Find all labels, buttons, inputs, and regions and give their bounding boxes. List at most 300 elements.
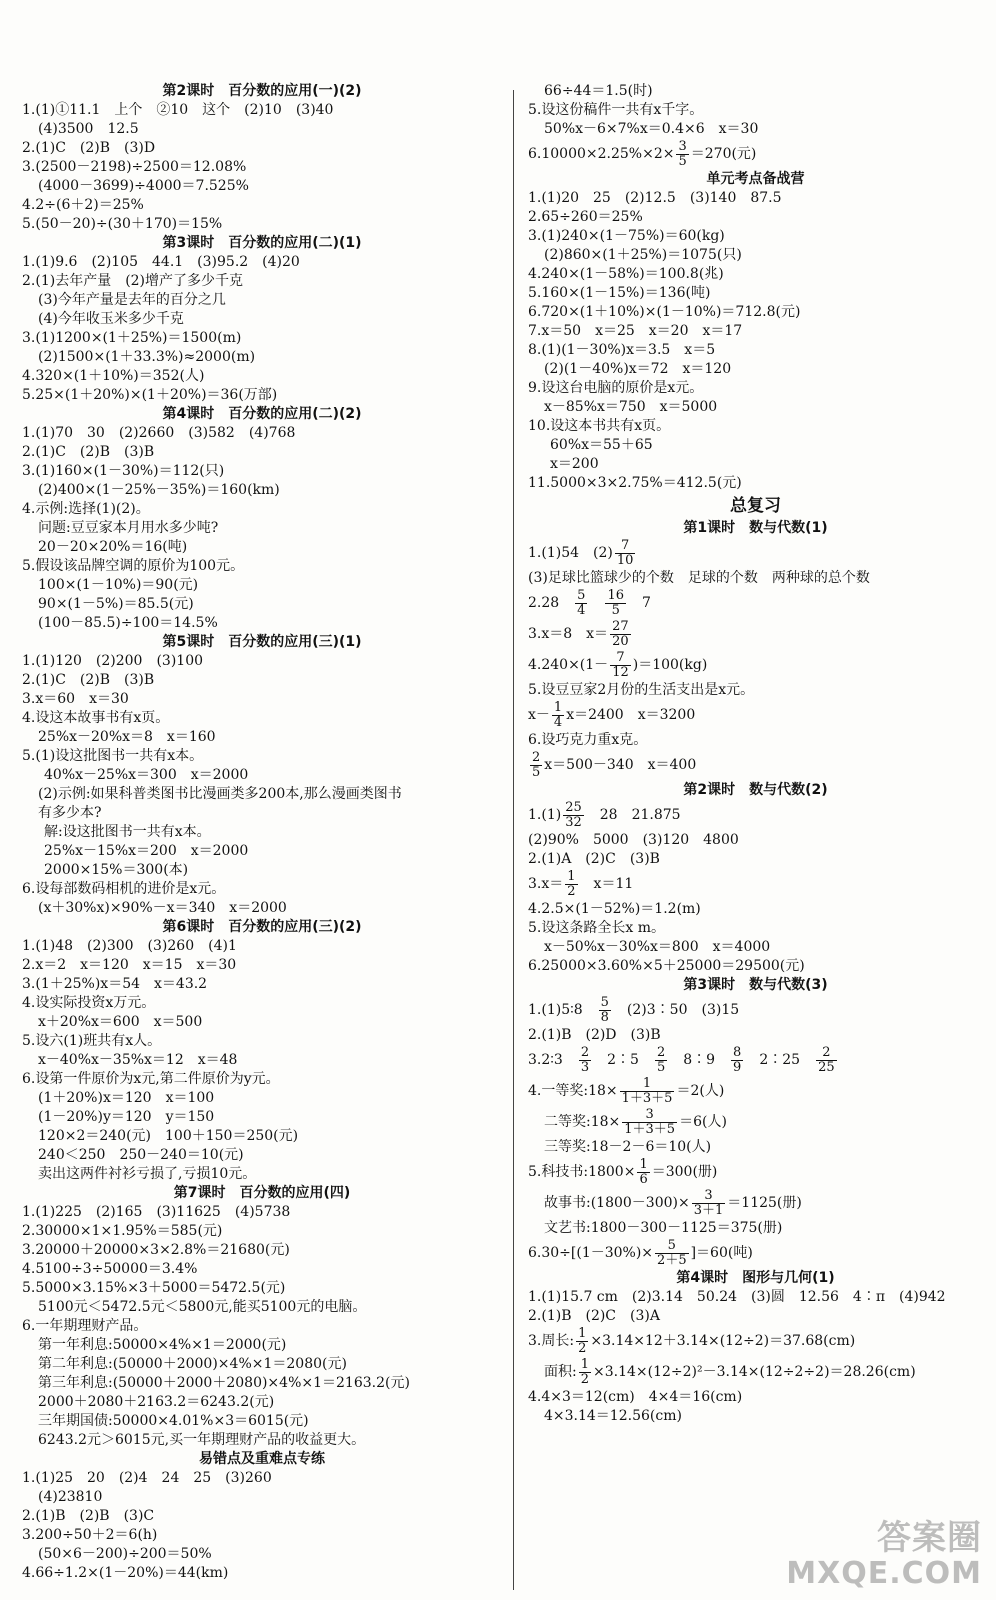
answer-text: 8∶9 <box>669 1052 730 1068</box>
fraction <box>576 1327 588 1356</box>
answer-line <box>22 861 502 880</box>
answer-line <box>528 120 983 139</box>
fraction <box>655 1239 689 1268</box>
answer-line <box>22 1108 502 1127</box>
answer-text: 1.(1)70 30 (2)2660 (3)582 (4)768 <box>22 425 296 441</box>
answer-text: ＝300(册) <box>651 1164 718 1180</box>
answer-line <box>528 650 983 681</box>
answer-text: 1.(1)54 (2) <box>528 545 613 561</box>
answer-line <box>528 82 983 101</box>
answer-line <box>528 227 983 246</box>
answer-line <box>22 1488 502 1507</box>
answer-text: 1.(1)48 (2)300 (3)260 (4)1 <box>22 938 237 954</box>
answer-line <box>528 246 983 265</box>
answer-line <box>528 1288 983 1307</box>
answer-text: x＝500－340 x＝400 <box>544 757 697 773</box>
fraction-numerator: 1 <box>639 1156 648 1172</box>
fraction-denominator: 1＋3＋5 <box>621 1090 673 1106</box>
answer-line <box>22 386 502 405</box>
answer-text: 2∶5 <box>593 1052 653 1068</box>
answer-text: 4.240×(1－58%)＝100.8(兆) <box>528 266 724 282</box>
answer-text: x－ <box>528 707 550 723</box>
answer-text: 6.设第一件原价为x元,第二件原价为y元。 <box>22 1071 280 1087</box>
answer-line <box>528 1138 983 1157</box>
answer-line <box>22 1051 502 1070</box>
answer-text: 7.x＝50 x＝25 x＝20 x＝17 <box>528 323 743 339</box>
answer-text: 6.一年期理财产品。 <box>22 1318 148 1334</box>
fraction-denominator: 9 <box>733 1059 742 1075</box>
answer-line <box>22 424 502 443</box>
answer-line <box>528 265 983 284</box>
answer-text: ]＝60(吨) <box>690 1245 753 1261</box>
section-heading <box>528 976 983 995</box>
answer-text: 三年期国债:50000×4.01%×3＝6015(元) <box>38 1413 309 1429</box>
answer-text: x－50%x－30%x＝800 x＝4000 <box>544 939 771 955</box>
fraction-denominator: 3 <box>580 1059 590 1075</box>
answer-text: 第2课时 数与代数(2) <box>683 782 828 798</box>
answer-text: 4.设这本故事书有x页。 <box>22 710 170 726</box>
fraction <box>622 1108 677 1137</box>
fraction <box>579 1046 591 1075</box>
fraction <box>565 870 577 899</box>
answer-text: 6.设每部数码相机的进价是x元。 <box>22 881 226 897</box>
answer-text: 4.240×(1－ <box>528 657 609 673</box>
answer-text: 第4课时 图形与几何(1) <box>676 1270 835 1286</box>
answer-text: 第2课时 百分数的应用(一)(2) <box>162 83 362 99</box>
answer-line <box>22 500 502 519</box>
answer-text: 5.(50－20)÷(30＋170)＝15% <box>22 216 223 232</box>
section-heading <box>528 781 983 800</box>
answer-text: (2)860×(1＋25%)＝1075(只) <box>544 247 742 263</box>
section-heading <box>22 234 502 253</box>
answer-text: x－40%x－35%x＝12 x＝48 <box>38 1052 238 1068</box>
answer-text: 有多少本? <box>38 805 102 821</box>
fraction <box>731 1046 743 1075</box>
section-heading <box>22 82 502 101</box>
answer-line <box>528 139 983 170</box>
answer-text: x＝11 <box>579 876 634 892</box>
answer-line <box>528 938 983 957</box>
answer-line <box>22 842 502 861</box>
answer-text: 5100元＜5472.5元＜5800元,能买5100元的电脑。 <box>38 1299 367 1315</box>
answer-text: 2∶25 <box>745 1052 815 1068</box>
answer-line <box>22 709 502 728</box>
answer-text: 11.5000×3×2.75%＝412.5(元) <box>528 475 742 491</box>
fraction-numerator: 1 <box>620 1077 675 1092</box>
answer-line <box>528 1407 983 1426</box>
section-heading <box>528 170 983 189</box>
answer-text: )＝100(kg) <box>632 657 708 673</box>
answer-line <box>528 284 983 303</box>
answer-line <box>528 919 983 938</box>
answer-text: (100－85.5)÷100＝14.5% <box>38 615 218 631</box>
answer-line <box>528 869 983 900</box>
answer-text: 20－20×20%＝16(吨) <box>38 539 188 555</box>
watermark-line1: 答案圈 <box>877 1518 982 1558</box>
fraction <box>610 651 631 680</box>
answer-text: 2.(1)B (2)B (3)C <box>22 1508 155 1524</box>
answer-text: 易错点及重难点专练 <box>199 1451 325 1467</box>
answer-line <box>528 398 983 417</box>
fraction-numerator: 5 <box>577 587 586 603</box>
answer-text: x＋20%x＝600 x＝500 <box>38 1014 203 1030</box>
fraction-numerator: 3 <box>692 1189 726 1204</box>
answer-line <box>22 937 502 956</box>
answer-line <box>22 177 502 196</box>
answer-text: 6.30÷[(1－30%)× <box>528 1245 654 1261</box>
answer-text: 4.5100÷3÷50000＝3.4% <box>22 1261 198 1277</box>
answer-text: (2)3∶50 (3)15 <box>612 1002 740 1018</box>
answer-text: (4)23810 <box>38 1489 103 1505</box>
answer-text: 面积: <box>544 1364 577 1380</box>
answer-text: (2)400×(1－25%－35%)＝160(km) <box>38 482 280 498</box>
answer-text: (1＋20%)x＝120 x＝100 <box>38 1090 215 1106</box>
answer-text: 90×(1－5%)＝85.5(元) <box>38 596 194 612</box>
answer-line <box>528 379 983 398</box>
answer-text: 100×(1－10%)＝90(元) <box>38 577 199 593</box>
answer-text: 卖出这两件衬衫亏损了,亏损10元。 <box>38 1166 257 1182</box>
fraction-denominator: 8 <box>600 1009 609 1025</box>
answer-line <box>22 690 502 709</box>
answer-line <box>528 1326 983 1357</box>
answer-line <box>22 1165 502 1184</box>
answer-line <box>22 1070 502 1089</box>
answer-text: ＝6(人) <box>679 1114 727 1130</box>
answer-line <box>528 538 983 569</box>
answer-line <box>22 158 502 177</box>
answer-text: 第一年利息:50000×4%×1＝2000(元) <box>38 1337 287 1353</box>
answer-line <box>22 272 502 291</box>
answer-text: 50%x－6×7%x＝0.4×6 x＝30 <box>544 121 759 137</box>
fraction-numerator: 1 <box>578 1325 587 1341</box>
fraction-denominator: 2＋5 <box>657 1252 687 1268</box>
answer-line <box>22 576 502 595</box>
answer-line <box>528 831 983 850</box>
answer-line <box>528 360 983 379</box>
fraction-numerator: 2 <box>656 1044 666 1060</box>
answer-line <box>22 766 502 785</box>
answer-text: 1.(1)①11.1 上个 ②10 这个 (2)10 (3)40 <box>22 102 334 118</box>
answer-line <box>22 614 502 633</box>
answer-text: 文艺书:1800－300－1125＝375(册) <box>544 1220 783 1236</box>
answer-text: 25%x－15%x＝200 x＝2000 <box>44 843 249 859</box>
answer-text: 4×3.14＝12.56(cm) <box>544 1408 682 1424</box>
answer-text: (4)今年收玉米多少千克 <box>38 311 184 327</box>
answer-line <box>22 747 502 766</box>
answer-text: (4)3500 12.5 <box>38 121 139 137</box>
answer-line <box>22 443 502 462</box>
answer-text: x＝200 <box>550 456 599 472</box>
answer-text: 第二年利息:(50000＋2000)×4%×1＝2080(元) <box>38 1356 347 1372</box>
fraction-numerator: 2 <box>532 749 541 765</box>
answer-text: x＝2400 x＝3200 <box>566 707 696 723</box>
answer-line <box>528 700 983 731</box>
answer-line <box>528 1388 983 1407</box>
answer-text: 6.720×(1＋10%)×(1－10%)＝712.8(元) <box>528 304 801 320</box>
fraction <box>552 701 564 730</box>
section-heading <box>22 1450 502 1469</box>
answer-line <box>22 519 502 538</box>
fraction-denominator: 4 <box>553 714 563 730</box>
answer-line <box>528 681 983 700</box>
answer-text: 8.(1)(1－30%)x＝3.5 x＝5 <box>528 342 716 358</box>
answer-line <box>22 975 502 994</box>
answer-text: (1－20%)y＝120 y＝150 <box>38 1109 215 1125</box>
answer-line <box>22 994 502 1013</box>
answer-text: 4.2.5×(1－52%)＝1.2(m) <box>528 901 701 917</box>
answer-line <box>528 1188 983 1219</box>
section-heading <box>528 493 983 519</box>
answer-text: 5.25×(1＋20%)×(1＋20%)＝36(万部) <box>22 387 278 403</box>
answer-line <box>22 1013 502 1032</box>
answer-text: 3.(2500－2198)÷2500＝12.08% <box>22 159 247 175</box>
fraction-numerator: 2 <box>580 1044 590 1060</box>
answer-line <box>22 481 502 500</box>
fraction <box>655 1046 667 1075</box>
answer-line <box>528 1076 983 1107</box>
right-answer-column <box>528 82 983 1426</box>
answer-text: 三等奖:18－2－6＝10(人) <box>544 1139 712 1155</box>
answer-line <box>528 900 983 919</box>
answer-text: (2)1500×(1＋33.3%)≈2000(m) <box>38 349 256 365</box>
answer-text: 3.x＝ <box>528 876 564 892</box>
answer-line <box>528 1357 983 1388</box>
answer-line <box>528 417 983 436</box>
answer-line <box>22 1222 502 1241</box>
answer-text: 第3课时 数与代数(3) <box>683 977 828 993</box>
answer-line <box>22 1545 502 1564</box>
left-answer-column <box>22 82 502 1583</box>
answer-line <box>22 101 502 120</box>
answer-line <box>528 189 983 208</box>
answer-line <box>528 1107 983 1138</box>
answer-text: 单元考点备战营 <box>706 171 805 187</box>
answer-line <box>22 1260 502 1279</box>
fraction-denominator: 1＋3＋5 <box>624 1121 676 1137</box>
answer-text: 66÷44＝1.5(时) <box>544 83 653 99</box>
answer-text: 40%x－25%x＝300 x＝2000 <box>44 767 249 783</box>
answer-line <box>22 253 502 272</box>
answer-text: 5.(1)设这批图书一共有x本。 <box>22 748 204 764</box>
fraction-denominator: 32 <box>565 814 582 830</box>
answer-text: 2000＋2080＋2163.2＝6243.2(元) <box>38 1394 275 1410</box>
answer-line <box>22 462 502 481</box>
answer-text: ＝2(人) <box>676 1083 725 1099</box>
answer-line <box>528 1045 983 1076</box>
fraction <box>676 140 688 169</box>
answer-text: 2.65÷260＝25% <box>528 209 643 225</box>
fraction-denominator: 4 <box>577 602 586 618</box>
fraction <box>605 589 626 618</box>
answer-line <box>22 367 502 386</box>
answer-line <box>528 619 983 650</box>
answer-line <box>22 196 502 215</box>
answer-text: ＝270(元) <box>690 146 757 162</box>
answer-line <box>22 1564 502 1583</box>
answer-line <box>528 1026 983 1045</box>
answer-line <box>22 1469 502 1488</box>
answer-line <box>528 303 983 322</box>
answer-line <box>22 1146 502 1165</box>
answer-text: (3)足球比篮球少的个数 足球的个数 两种球的总个数 <box>528 570 870 586</box>
answer-text: 2.(1)B (2)C (3)A <box>528 1308 660 1324</box>
answer-text: 3.(1)1200×(1＋25%)＝1500(m) <box>22 330 242 346</box>
fraction <box>816 1046 837 1075</box>
answer-text: 3.2∶3 <box>528 1052 577 1068</box>
answer-text: 1.(1)225 (2)165 (3)11625 (4)5738 <box>22 1204 291 1220</box>
answer-text: 2.(1)C (2)B (3)B <box>22 444 155 460</box>
fraction-numerator: 3 <box>678 138 687 154</box>
answer-line <box>528 850 983 869</box>
fraction-numerator: 1 <box>553 699 563 715</box>
answer-text: 第3课时 百分数的应用(二)(1) <box>162 235 362 251</box>
fraction-numerator: 7 <box>610 651 631 666</box>
answer-text: 3.(1)160×(1－30%)＝112(只) <box>22 463 225 479</box>
answer-text: 第1课时 数与代数(1) <box>683 520 828 536</box>
fraction-denominator: 25 <box>818 1059 835 1075</box>
answer-text: 问题:豆豆家本月用水多少吨? <box>38 520 219 536</box>
answer-text: 28 21.875 <box>585 807 681 823</box>
answer-line <box>22 1127 502 1146</box>
answer-text: 2000×15%＝300(本) <box>44 862 189 878</box>
answer-line <box>528 569 983 588</box>
answer-line <box>22 557 502 576</box>
answer-line <box>22 1032 502 1051</box>
answer-line <box>22 652 502 671</box>
section-heading <box>22 633 502 652</box>
answer-text: 1.(1) <box>528 807 562 823</box>
answer-line <box>528 1219 983 1238</box>
fraction-denominator: 6 <box>639 1171 648 1187</box>
answer-text: 二等奖:18× <box>544 1114 621 1130</box>
answer-text: 6243.2元＞6015元,买一年期理财产品的收益更大。 <box>38 1432 366 1448</box>
fraction <box>579 1358 591 1387</box>
answer-line <box>22 880 502 899</box>
fraction <box>530 751 542 780</box>
answer-text: 4.320×(1＋10%)＝352(人) <box>22 368 205 384</box>
answer-line <box>528 208 983 227</box>
answer-text: ×3.14×12＋3.14×(12÷2)＝37.68(cm) <box>590 1333 856 1349</box>
answer-text: 故事书:(1800－300)× <box>544 1195 690 1211</box>
answer-line <box>528 731 983 750</box>
section-heading <box>22 1184 502 1203</box>
fraction-denominator: 5 <box>532 764 541 780</box>
fraction-denominator: 5 <box>656 1059 666 1075</box>
answer-text: (3)今年产量是去年的百分之几 <box>38 292 226 308</box>
answer-line <box>528 1307 983 1326</box>
answer-text: 5.设这份稿件一共有x千字。 <box>528 102 704 118</box>
fraction-denominator: 3＋1 <box>693 1202 724 1218</box>
answer-text: 60%x＝55＋65 <box>550 437 653 453</box>
answer-text: 2.(1)C (2)B (3)D <box>22 140 156 156</box>
answer-line <box>22 1298 502 1317</box>
answer-line <box>528 101 983 120</box>
answer-line <box>528 1238 983 1269</box>
answer-line <box>22 1355 502 1374</box>
answer-line <box>528 957 983 976</box>
fraction-numerator: 1 <box>580 1356 589 1372</box>
column-divider <box>513 90 514 1590</box>
answer-text: (2)(1－40%)x＝72 x＝120 <box>544 361 732 377</box>
answer-text: 10.设这本书共有x页。 <box>528 418 671 434</box>
answer-text: 1.(1)15.7 cm (2)3.14 50.24 (3)圆 12.56 4∶π (4)942 <box>528 1289 946 1305</box>
answer-line <box>22 120 502 139</box>
answer-line <box>22 291 502 310</box>
answer-line <box>22 1317 502 1336</box>
fraction-numerator: 5 <box>600 994 609 1010</box>
answer-text: 4.设实际投资x万元。 <box>22 995 156 1011</box>
fraction <box>620 1077 675 1106</box>
section-heading <box>528 519 983 538</box>
answer-text: 总复习 <box>730 496 781 516</box>
answer-text: 1.(1)5∶8 <box>528 1002 597 1018</box>
fraction-denominator: 2 <box>578 1340 587 1356</box>
answer-line <box>528 995 983 1026</box>
fraction-numerator: 5 <box>655 1239 689 1254</box>
fraction <box>610 620 631 649</box>
answer-text: 第7课时 百分数的应用(四) <box>173 1185 351 1201</box>
answer-text: 2.30000×1×1.95%＝585(元) <box>22 1223 223 1239</box>
fraction <box>599 996 611 1025</box>
answer-line <box>528 800 983 831</box>
answer-text: 2.(1)去年产量 (2)增产了多少千克 <box>22 273 244 289</box>
answer-text: 6.设巧克力重x克。 <box>528 732 648 748</box>
answer-text: 3.20000＋20000×3×2.8%＝21680(元) <box>22 1242 290 1258</box>
section-heading <box>528 1269 983 1288</box>
answer-text <box>589 595 603 611</box>
fraction-numerator: 2 <box>816 1046 837 1061</box>
answer-line <box>22 1374 502 1393</box>
answer-line <box>22 728 502 747</box>
watermark-logo <box>786 1520 982 1592</box>
answer-line <box>22 1089 502 1108</box>
answer-line <box>22 1507 502 1526</box>
section-heading <box>22 405 502 424</box>
answer-text: 4.示例:选择(1)(2)。 <box>22 501 150 517</box>
fraction-numerator: 1 <box>567 868 576 884</box>
answer-text: 5.科技书:1800× <box>528 1164 636 1180</box>
answer-text: (50×6－200)÷200＝50% <box>38 1546 212 1562</box>
answer-text: 5.假设该品牌空调的原价为100元。 <box>22 558 245 574</box>
answer-text: 4.4×3＝12(cm) 4×4＝16(cm) <box>528 1389 743 1405</box>
answer-line <box>22 595 502 614</box>
answer-text: 3.(1＋25%)x＝54 x＝43.2 <box>22 976 208 992</box>
answer-text: (4000－3699)÷4000＝7.525% <box>38 178 249 194</box>
section-heading <box>22 918 502 937</box>
answer-text: 120×2＝240(元) 100＋150＝250(元) <box>38 1128 299 1144</box>
answer-text: 1.(1)120 (2)200 (3)100 <box>22 653 204 669</box>
answer-line <box>22 1526 502 1545</box>
fraction <box>563 801 584 830</box>
answer-text: 3.200÷50＋2＝6(h) <box>22 1527 158 1543</box>
fraction <box>637 1158 649 1187</box>
answer-text: 3.(1)240×(1－75%)＝60(kg) <box>528 228 725 244</box>
fraction-numerator: 27 <box>612 618 629 634</box>
answer-text: 7 <box>628 595 651 611</box>
answer-text: ×3.14×(12÷2)²－3.14×(12÷2÷2)＝28.26(cm) <box>593 1364 916 1380</box>
answer-text: 2.28 <box>528 595 574 611</box>
answer-line <box>528 455 983 474</box>
answer-text: (2)示例:如果科普类图书比漫画类多200本,那么漫画类图书 <box>38 786 402 802</box>
answer-line <box>22 1412 502 1431</box>
fraction-denominator: 12 <box>612 664 629 680</box>
answer-line <box>22 956 502 975</box>
answer-text: 5.160×(1－15%)＝136(吨) <box>528 285 711 301</box>
answer-line <box>22 785 502 804</box>
answer-text: x－85%x＝750 x＝5000 <box>544 399 718 415</box>
answer-text: 5.设这条路全长x m。 <box>528 920 665 936</box>
answer-text: 25%x－20%x＝8 x＝160 <box>38 729 216 745</box>
